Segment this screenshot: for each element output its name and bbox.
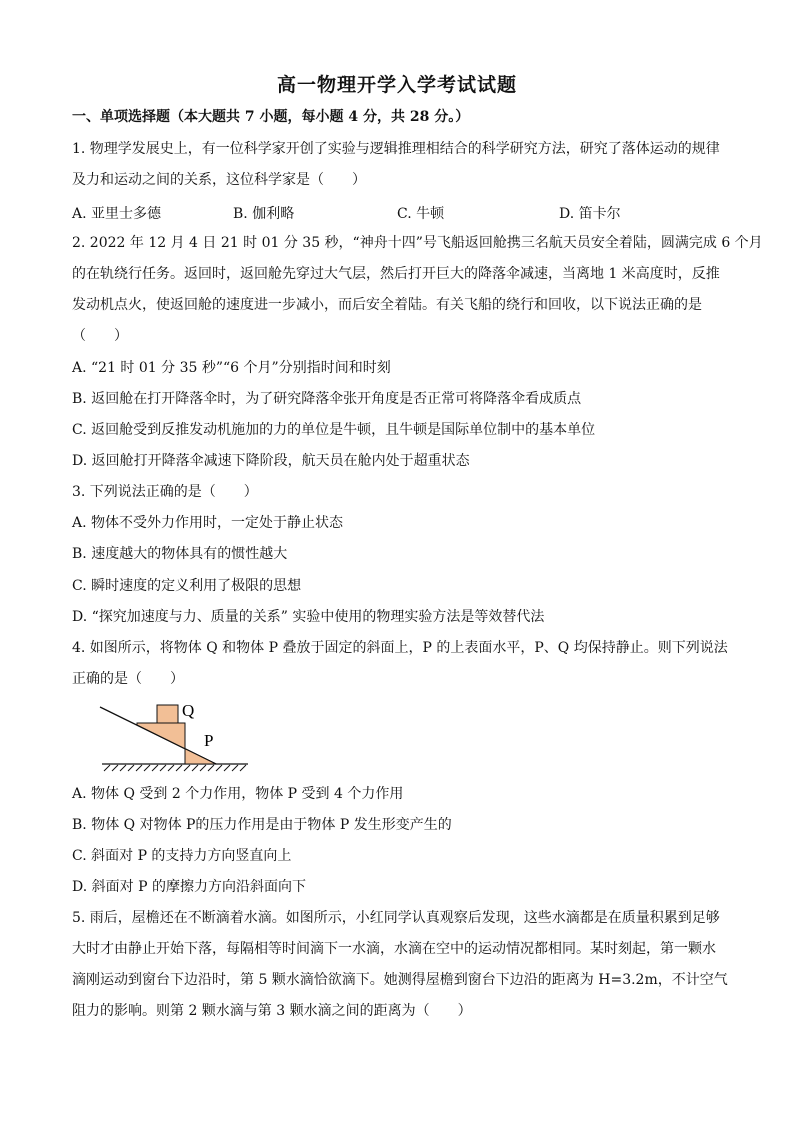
- q2-option-c[interactable]: C. 返回舱受到反推发动机施加的力的单位是牛顿，且牛顿是国际单位制中的基本单位: [72, 422, 596, 438]
- label-q: Q: [182, 701, 195, 720]
- q1-option-c[interactable]: C. 牛顿: [397, 206, 445, 222]
- q4-option-c[interactable]: C. 斜面对 P 的支持力方向竖直向上: [72, 848, 292, 864]
- q1-stem-line-2: 及力和运动之间的关系，这位科学家是（ ）: [72, 172, 366, 188]
- q4-stem-line-2: 正确的是（ ）: [72, 671, 184, 687]
- q3-option-c[interactable]: C. 瞬时速度的定义利用了极限的思想: [72, 578, 302, 594]
- q5-stem-line-1: 5. 雨后，屋檐还在不断滴着水滴。如图所示，小红同学认真观察后发现，这些水滴都是在质量积累到足够: [72, 910, 720, 926]
- q2-stem-line-3: 发动机点火，使返回舱的速度进一步减小，而后安全着陆。有关飞船的绕行和回收，以下说法正确的是: [72, 297, 702, 313]
- q4-stem-line-1: 4. 如图所示，将物体 Q 和物体 P 叠放于固定的斜面上，P 的上表面水平，P、Q 均保持静止。则下列说法: [72, 640, 728, 656]
- incline-figure: [98, 692, 258, 774]
- q2-option-b[interactable]: B. 返回舱在打开降落伞时，为了研究降落伞张开角度是否正常可将降落伞看成质点: [72, 391, 582, 407]
- q3-option-a[interactable]: A. 物体不受外力作用时，一定处于静止状态: [72, 515, 344, 531]
- q1-option-a[interactable]: A. 亚里士多德: [72, 206, 162, 222]
- q5-stem-line-4: 阻力的影响。则第 2 颗水滴与第 3 颗水滴之间的距离为（ ）: [72, 1003, 472, 1019]
- q2-option-d[interactable]: D. 返回舱打开降落伞减速下降阶段，航天员在舱内处于超重状态: [72, 453, 470, 469]
- q4-option-b[interactable]: B. 物体 Q 对物体 P的压力作用是由于物体 P 发生形变产生的: [72, 817, 452, 833]
- page-title: 高一物理开学入学考试试题: [276, 74, 517, 96]
- q3-stem: 3. 下列说法正确的是（ ）: [72, 484, 258, 500]
- q2-stem-line-2: 的在轨绕行任务。返回时，返回舱先穿过大气层，然后打开巨大的降落伞减速，当离地 1 米高度时，反推: [72, 266, 720, 282]
- q2-stem-line-1: 2. 2022 年 12 月 4 日 21 时 01 分 35 秒，“神舟十四”号飞船返回舱携三名航天员安全着陆，圆满完成 6 个月: [72, 235, 763, 251]
- q3-option-d[interactable]: D. “探究加速度与力、质量的关系” 实验中使用的物理实验方法是等效替代法: [72, 609, 545, 625]
- label-p: P: [204, 731, 214, 750]
- q4-option-d[interactable]: D. 斜面对 P 的摩擦力方向沿斜面向下: [72, 879, 306, 895]
- block-q: [157, 705, 178, 723]
- q5-stem-line-3: 滴刚运动到窗台下边沿时，第 5 颗水滴恰欲滴下。她测得屋檐到窗台下边沿的距离为 H=3.2m，不计空气: [72, 972, 728, 988]
- q1-option-b[interactable]: B. 伽利略: [233, 206, 295, 222]
- q2-stem-line-4: （ ）: [72, 328, 128, 344]
- q4-option-a[interactable]: A. 物体 Q 受到 2 个力作用，物体 P 受到 4 个力作用: [72, 786, 404, 802]
- q1-stem-line-1: 1. 物理学发展史上，有一位科学家开创了实验与逻辑推理相结合的科学研究方法，研究了落体运动的规律: [72, 141, 720, 157]
- section-heading: 一、单项选择题（本大题共 7 小题，每小题 4 分，共 28 分。）: [72, 109, 470, 125]
- q1-option-d[interactable]: D. 笛卡尔: [559, 206, 621, 222]
- q3-option-b[interactable]: B. 速度越大的物体具有的惯性越大: [72, 546, 288, 562]
- q5-stem-line-2: 大时才由静止开始下落，每隔相等时间滴下一水滴，水滴在空中的运动情况都相同。某时刻起，第一颗水: [72, 941, 716, 957]
- q2-option-a[interactable]: A. “21 时 01 分 35 秒”“6 个月”分别指时间和时刻: [72, 360, 391, 376]
- q1-options: [72, 203, 732, 223]
- ground-hatching: [104, 765, 246, 771]
